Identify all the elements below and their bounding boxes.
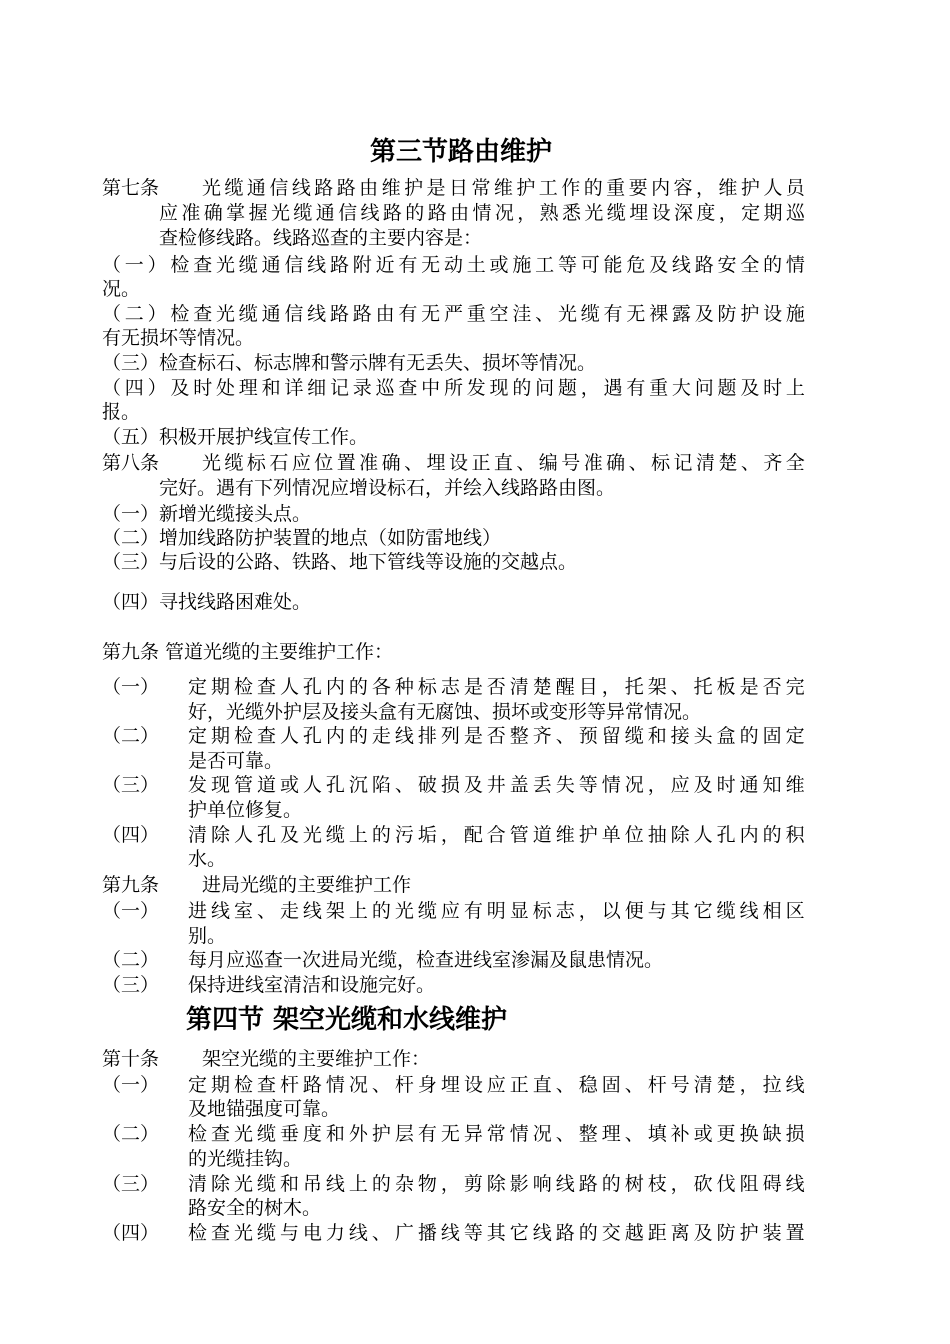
list-item-line: 每月应巡查一次进局光缆，检查进线室渗漏及鼠患情况。 [188, 949, 664, 971]
paragraph-line: 光 缆 标 石 应 位 置 准 确 、 埋 设 正 直 、 编 号 准 确 、 标 记 清 楚 、 齐 全 [202, 452, 805, 474]
list-item-line: 检 查 光 缆 与 电 力 线 、 广 播 线 等 其 它 线 路 的 交 越 距 离 及 防 护 装 置 [188, 1222, 805, 1244]
paragraph-line: 查检修线路。线路巡查的主要内容是： [159, 227, 483, 249]
article-label: 第九条 [102, 874, 160, 896]
list-item-line: 定 期 检 查 杆 路 情 况 、 杆 身 埋 设 应 正 直 、 稳 固 、 杆 号 清 楚 ， 拉 线 [188, 1074, 805, 1096]
list-number: （二） [102, 1123, 160, 1145]
list-item-line: 别。 [188, 925, 227, 947]
list-number: （二） [102, 949, 160, 971]
list-item-line: 的光缆挂钩。 [188, 1148, 303, 1170]
list-item-line: 及地锚强度可靠。 [188, 1098, 341, 1120]
list-item: （三）与后设的公路、铁路、地下管线等设施的交越点。 [102, 551, 578, 573]
list-item: （二）增加线路防护装置的地点（如防雷地线） [102, 527, 502, 549]
list-number: （四） [102, 824, 160, 846]
list-item: （ 一 ） 检 查 光 缆 通 信 线 路 附 近 有 无 动 土 或 施 工 等 可 能 危 及 线 路 安 全 的 情 [102, 254, 805, 276]
list-item: （ 四 ） 及 时 处 理 和 详 细 记 录 巡 查 中 所 发 现 的 问 题 ， 遇 有 重 大 问 题 及 时 上 [102, 377, 805, 399]
list-number: （四） [102, 1222, 160, 1244]
list-number: （三） [102, 974, 160, 996]
list-item: （五）积极开展护线宣传工作。 [102, 426, 369, 448]
paragraph-line: 完好。遇有下列情况应增设标石，并绘入线路路由图。 [159, 477, 616, 499]
list-item: （一）新增光缆接头点。 [102, 503, 312, 525]
article-label: 第七条 [102, 177, 160, 199]
list-number: （一） [102, 1074, 160, 1096]
article-heading: 第九条 管道光缆的主要维护工作： [102, 641, 394, 663]
paragraph-line: 光 缆 通 信 线 路 路 由 维 护 是 日 常 维 护 工 作 的 重 要 内 容 ， 维 护 人 员 [202, 177, 805, 199]
list-item-continuation: 报。 [102, 401, 141, 423]
list-item: （三）检查标石、标志牌和警示牌有无丢失、损坏等情况。 [102, 352, 597, 374]
list-item-line: 是否可靠。 [188, 750, 284, 772]
list-item-line: 清 除 人 孔 及 光 缆 上 的 污 垢 ， 配 合 管 道 维 护 单 位 抽 除 人 孔 内 的 积 [188, 824, 805, 846]
list-item: （四）寻找线路困难处。 [102, 591, 312, 613]
article-text: 进局光缆的主要维护工作 [202, 874, 412, 896]
list-number: （三） [102, 774, 160, 796]
list-item-continuation: 有无损坏等情况。 [102, 327, 255, 349]
list-item-line: 好，光缆外护层及接头盒有无腐蚀、损坏或变形等异常情况。 [188, 701, 702, 723]
list-item-line: 水。 [188, 848, 227, 870]
section-title: 第三节路由维护 [369, 137, 552, 167]
list-number: （一） [102, 676, 160, 698]
list-item-line: 进 线 室 、 走 线 架 上 的 光 缆 应 有 明 显 标 志 ， 以 便 与 其 它 缆 线 相 区 [188, 900, 805, 922]
list-item-line: 路安全的树木。 [188, 1197, 322, 1219]
article-label: 第八条 [102, 452, 160, 474]
list-number: （二） [102, 725, 160, 747]
list-item-line: 清 除 光 缆 和 吊 线 上 的 杂 物 ， 剪 除 影 响 线 路 的 树 枝 ， 砍 伐 阻 碍 线 [188, 1173, 805, 1195]
list-item-line: 定 期 检 查 人 孔 内 的 各 种 标 志 是 否 清 楚 醒 目 ， 托 架 、 托 板 是 否 完 [188, 676, 805, 698]
list-number: （三） [102, 1173, 160, 1195]
list-number: （一） [102, 900, 160, 922]
list-item: （ 二 ） 检 查 光 缆 通 信 线 路 路 由 有 无 严 重 空 洼 、 光 缆 有 无 裸 露 及 防 护 设 施 [102, 303, 805, 325]
list-item-line: 发 现 管 道 或 人 孔 沉 陷 、 破 损 及 井 盖 丢 失 等 情 况 ， 应 及 时 通 知 维 [188, 774, 805, 796]
article-label: 第十条 [102, 1048, 160, 1070]
section-title: 第四节 架空光缆和水线维护 [186, 1005, 508, 1035]
list-item-line: 保持进线室清洁和设施完好。 [188, 974, 436, 996]
list-item-line: 检 查 光 缆 垂 度 和 外 护 层 有 无 异 常 情 况 、 整 理 、 填 补 或 更 换 缺 损 [188, 1123, 805, 1145]
paragraph-line: 应 准 确 掌 握 光 缆 通 信 线 路 的 路 由 情 况 ， 熟 悉 光 缆 埋 设 深 度 ， 定 期 巡 [159, 202, 805, 224]
article-text: 架空光缆的主要维护工作： [202, 1048, 431, 1070]
list-item-line: 护单位修复。 [188, 799, 303, 821]
list-item-line: 定 期 检 查 人 孔 内 的 走 线 排 列 是 否 整 齐 、 预 留 缆 和 接 头 盒 的 固 定 [188, 725, 805, 747]
list-item-continuation: 况。 [102, 278, 141, 300]
